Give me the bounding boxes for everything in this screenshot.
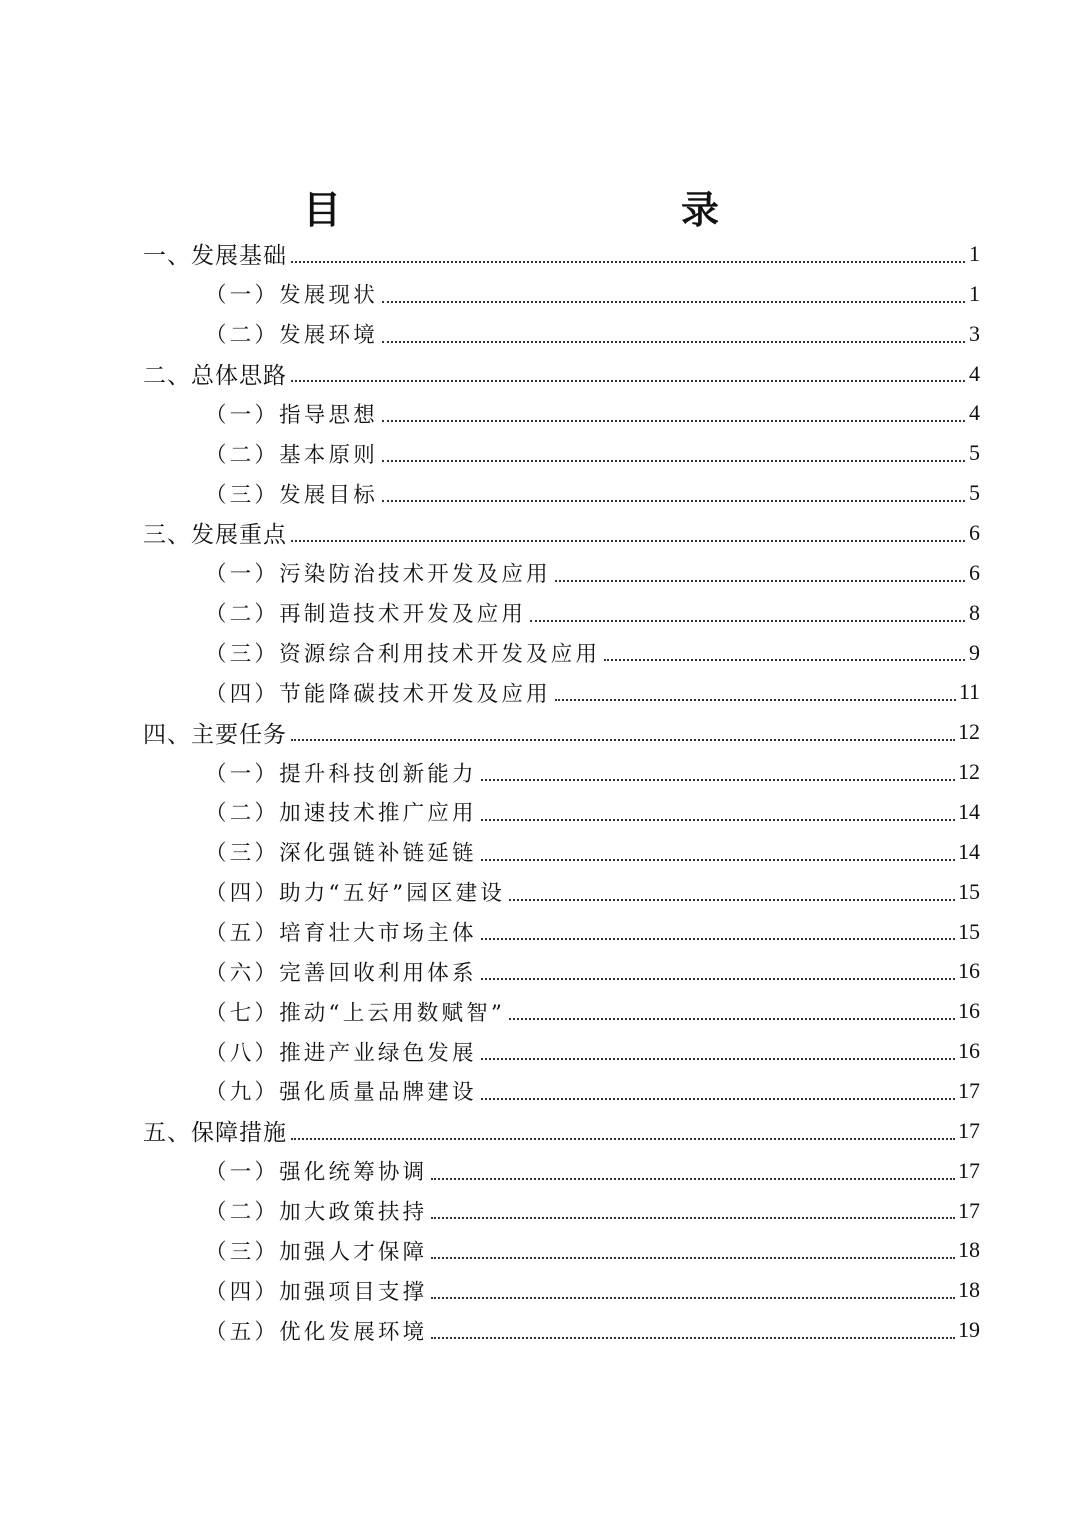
table-of-contents bbox=[0, 234, 1080, 1350]
toc-entry[interactable] bbox=[0, 1230, 980, 1270]
toc-entry[interactable] bbox=[0, 1031, 980, 1071]
dot-leader bbox=[431, 1335, 955, 1339]
dot-leader bbox=[382, 418, 965, 422]
toc-entry-label: 二、总体思路 bbox=[143, 363, 287, 389]
dot-leader bbox=[382, 299, 965, 303]
toc-entry-label: （八）推进产业绿色发展 bbox=[205, 1040, 477, 1066]
dot-leader bbox=[481, 936, 955, 940]
dot-leader bbox=[509, 1016, 955, 1020]
toc-page-number: 6 bbox=[969, 559, 980, 585]
dot-leader bbox=[291, 737, 955, 741]
toc-page-number: 12 bbox=[958, 759, 980, 785]
toc-entry-label: （六）完善回收利用体系 bbox=[205, 960, 477, 986]
toc-page-number: 16 bbox=[958, 958, 980, 984]
toc-entry[interactable] bbox=[0, 672, 980, 712]
dot-leader bbox=[291, 259, 965, 263]
toc-page-number: 11 bbox=[958, 679, 980, 705]
toc-entry-label: （四）助力“五好”园区建设 bbox=[205, 881, 506, 907]
toc-entry[interactable] bbox=[0, 712, 980, 752]
toc-entry-label: （一）污染防治技术开发及应用 bbox=[205, 562, 551, 588]
toc-entry[interactable] bbox=[0, 473, 980, 513]
toc-page-number: 6 bbox=[969, 519, 980, 545]
toc-entry[interactable] bbox=[0, 393, 980, 433]
dot-leader bbox=[555, 578, 965, 582]
toc-entry[interactable] bbox=[0, 234, 980, 274]
toc-entry-label: （二）基本原则 bbox=[205, 442, 378, 468]
toc-page-number: 18 bbox=[958, 1237, 980, 1263]
dot-leader bbox=[481, 976, 955, 980]
dot-leader bbox=[481, 857, 955, 861]
toc-page-number: 8 bbox=[969, 599, 980, 625]
toc-entry[interactable] bbox=[0, 872, 980, 912]
toc-entry-label: 五、保障措施 bbox=[143, 1120, 287, 1147]
toc-page-number: 17 bbox=[958, 1117, 980, 1143]
toc-page-number: 5 bbox=[969, 440, 980, 466]
dot-leader bbox=[382, 458, 965, 462]
toc-page-number: 5 bbox=[969, 480, 980, 506]
toc-page-number: 19 bbox=[958, 1317, 980, 1343]
toc-entry[interactable] bbox=[0, 1191, 980, 1231]
toc-page-number: 4 bbox=[969, 360, 980, 386]
toc-page-number: 1 bbox=[969, 240, 980, 266]
dot-leader bbox=[481, 817, 955, 821]
dot-leader bbox=[382, 339, 965, 343]
dot-leader bbox=[555, 697, 956, 701]
dot-leader bbox=[431, 1215, 955, 1219]
toc-page-number: 16 bbox=[958, 998, 980, 1024]
toc-entry[interactable] bbox=[0, 792, 980, 832]
dot-leader bbox=[530, 618, 965, 622]
dot-leader bbox=[481, 1096, 955, 1100]
dot-leader bbox=[291, 378, 965, 382]
toc-entry[interactable] bbox=[0, 912, 980, 952]
toc-entry[interactable] bbox=[0, 354, 980, 394]
dot-leader bbox=[481, 777, 955, 781]
toc-entry-label: （二）再制造技术开发及应用 bbox=[205, 602, 527, 628]
dot-leader bbox=[431, 1295, 955, 1299]
dot-leader bbox=[431, 1255, 955, 1259]
toc-entry-label: （九）强化质量品牌建设 bbox=[205, 1080, 477, 1106]
toc-entry-label: （一）强化统筹协调 bbox=[205, 1160, 428, 1186]
toc-page-number: 17 bbox=[958, 1077, 980, 1103]
toc-page-number: 4 bbox=[969, 400, 980, 426]
toc-entry[interactable] bbox=[0, 752, 980, 792]
dot-leader bbox=[431, 1176, 955, 1180]
toc-entry[interactable] bbox=[0, 314, 980, 354]
toc-page-number: 18 bbox=[958, 1277, 980, 1303]
toc-entry-label: 一、发展基础 bbox=[143, 243, 287, 270]
toc-entry-label: （三）加强人才保障 bbox=[205, 1239, 428, 1265]
toc-entry-label: （三）深化强链补链延链 bbox=[205, 841, 477, 867]
dot-leader bbox=[382, 498, 965, 502]
toc-entry[interactable] bbox=[0, 951, 980, 991]
toc-entry[interactable] bbox=[0, 1270, 980, 1310]
toc-entry-label: 四、主要任务 bbox=[143, 721, 287, 748]
toc-page-number: 15 bbox=[958, 878, 980, 904]
toc-entry-label: （五）培育壮大市场主体 bbox=[205, 921, 477, 947]
toc-page-number: 3 bbox=[969, 320, 980, 346]
toc-page-number: 17 bbox=[958, 1157, 980, 1183]
toc-entry[interactable] bbox=[0, 593, 980, 633]
toc-entry[interactable] bbox=[0, 1111, 980, 1151]
toc-entry[interactable] bbox=[0, 991, 980, 1031]
toc-entry[interactable] bbox=[0, 1151, 980, 1191]
toc-entry-label: （二）发展环境 bbox=[205, 323, 378, 349]
toc-entry[interactable] bbox=[0, 633, 980, 673]
toc-entry-label: （三）资源综合利用技术开发及应用 bbox=[205, 642, 601, 668]
toc-page-number: 1 bbox=[969, 280, 980, 306]
toc-entry-label: （二）加大政策扶持 bbox=[205, 1200, 428, 1226]
toc-entry[interactable] bbox=[0, 1310, 980, 1350]
toc-entry-label: （一）发展现状 bbox=[205, 283, 378, 309]
toc-entry-label: 三、发展重点 bbox=[143, 522, 287, 549]
toc-page-number: 14 bbox=[958, 798, 980, 824]
toc-entry-label: （七）推动“上云用数赋智” bbox=[205, 1000, 506, 1026]
toc-entry-label: （二）加速技术推广应用 bbox=[205, 801, 477, 827]
dot-leader bbox=[604, 657, 965, 661]
toc-entry-label: （三）发展目标 bbox=[205, 482, 378, 508]
toc-entry[interactable] bbox=[0, 513, 980, 553]
dot-leader bbox=[291, 538, 965, 542]
toc-entry[interactable] bbox=[0, 553, 980, 593]
toc-entry[interactable] bbox=[0, 433, 980, 473]
toc-page-number: 9 bbox=[969, 639, 980, 665]
toc-entry[interactable] bbox=[0, 832, 980, 872]
toc-entry-label: （四）加强项目支撑 bbox=[205, 1279, 428, 1305]
toc-entry-label: （四）节能降碳技术开发及应用 bbox=[205, 681, 551, 707]
toc-page-number: 16 bbox=[958, 1038, 980, 1064]
toc-entry[interactable] bbox=[0, 1071, 980, 1111]
dot-leader bbox=[481, 1056, 955, 1060]
toc-entry-label: （五）优化发展环境 bbox=[205, 1319, 428, 1345]
toc-page-number: 17 bbox=[958, 1197, 980, 1223]
toc-page-number: 14 bbox=[958, 838, 980, 864]
toc-entry-label: （一）提升科技创新能力 bbox=[205, 761, 477, 787]
dot-leader bbox=[509, 897, 955, 901]
page-title: 目 录 bbox=[302, 188, 807, 232]
toc-page-number: 15 bbox=[958, 918, 980, 944]
dot-leader bbox=[291, 1136, 955, 1140]
toc-page-number: 12 bbox=[958, 719, 980, 745]
toc-entry[interactable] bbox=[0, 274, 980, 314]
toc-entry-label: （一）指导思想 bbox=[205, 402, 378, 428]
